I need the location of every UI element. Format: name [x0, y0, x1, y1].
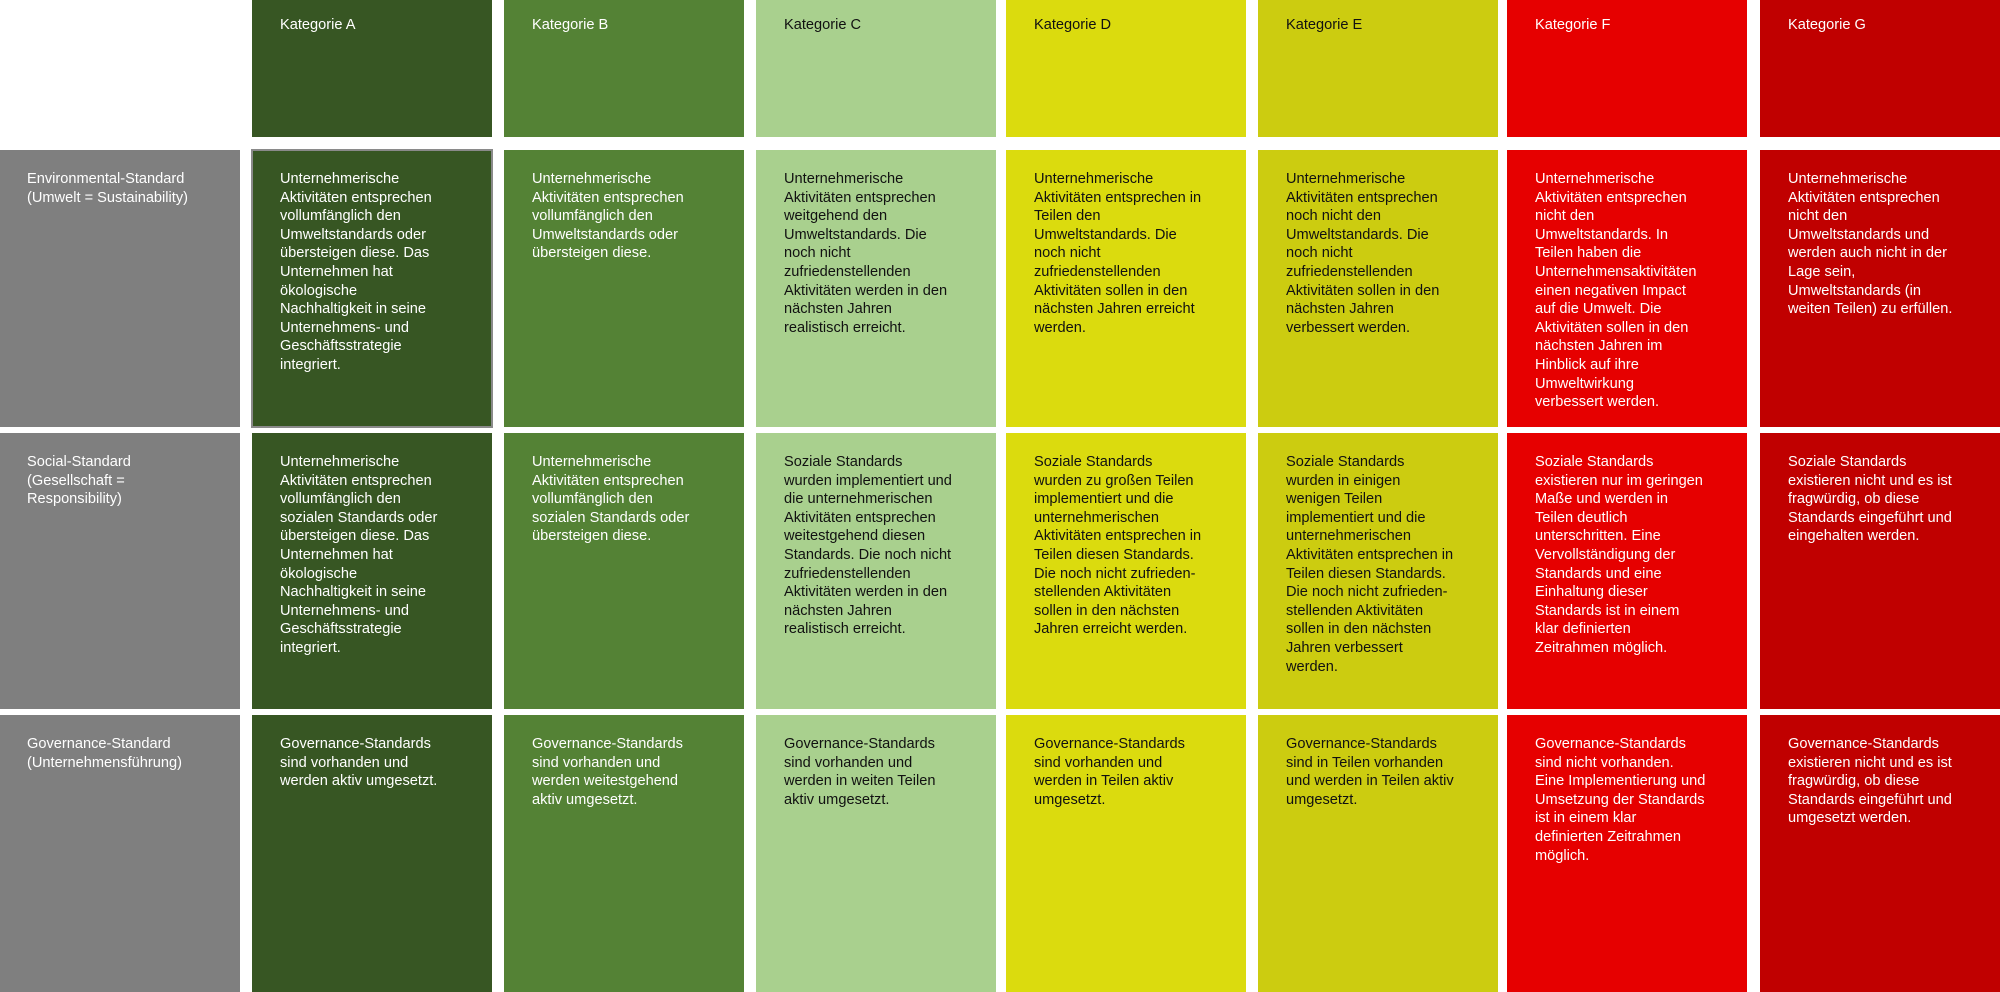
cell-governance-a: Governance-Standards sind vorhanden und werden aktiv umgesetzt.	[252, 715, 492, 992]
header-kategorie-b: Kategorie B	[504, 0, 744, 137]
cell-governance-f: Governance-Standards sind nicht vorhanden. Eine Implementierung und Umsetzung der Standards ist in einem klar definierten Zeitrahmen möglich.	[1507, 715, 1747, 992]
cell-social-f: Soziale Standards existieren nur im geringen Maße und werden in Teilen deutlich unterschritten. Eine Vervollständigung der Standards und eine Einhaltung dieser Standards ist in einem klar definierten Zeitrahmen möglich.	[1507, 433, 1747, 709]
header-kategorie-g: Kategorie G	[1760, 0, 2000, 137]
header-kategorie-e: Kategorie E	[1258, 0, 1498, 137]
header-kategorie-c: Kategorie C	[756, 0, 996, 137]
cell-social-e: Soziale Standards wurden in einigen wenigen Teilen implementiert und die unternehmerischen Aktivitäten entsprechen in Teilen diesen Standards. Die noch nicht zufrieden- stellenden Aktivitäten sollen in den nächsten Jahren verbessert werden.	[1258, 433, 1498, 709]
cell-environmental-e: Unternehmerische Aktivitäten entsprechen noch nicht den Umweltstandards. Die noch nicht zufriedenstellenden Aktivitäten sollen in den nächsten Jahren verbessert werden.	[1258, 150, 1498, 427]
cell-governance-g: Governance-Standards existieren nicht und es ist fragwürdig, ob diese Standards eingeführt und umgesetzt werden.	[1760, 715, 2000, 992]
cell-social-c: Soziale Standards wurden implementiert und die unternehmerischen Aktivitäten entsprechen weitestgehend diesen Standards. Die noch nicht zufriedenstellenden Aktivitäten werden in den nächsten Jahren realistisch erreicht.	[756, 433, 996, 709]
row-label-environmental: Environmental-Standard (Umwelt = Sustainability)	[0, 150, 240, 427]
cell-environmental-f: Unternehmerische Aktivitäten entsprechen nicht den Umweltstandards. In Teilen haben die Unternehmensaktivitäten einen negativen Impact auf die Umwelt. Die Aktivitäten sollen in den nächsten Jahren im Hinblick auf ihre Umweltwirkung verbessert werden.	[1507, 150, 1747, 427]
cell-social-d: Soziale Standards wurden zu großen Teilen implementiert und die unternehmerischen Aktivitäten entsprechen in Teilen diesen Standards. Die noch nicht zufrieden- stellenden Aktivitäten sollen in den nächsten Jahren erreicht werden.	[1006, 433, 1246, 709]
cell-social-a: Unternehmerische Aktivitäten entsprechen vollumfänglich den sozialen Standards oder übersteigen diese. Das Unternehmen hat ökologische Nachhaltigkeit in seine Unternehmens- und Geschäftsstrategie integriert.	[252, 433, 492, 709]
cell-environmental-g: Unternehmerische Aktivitäten entsprechen nicht den Umweltstandards und werden auch nicht in der Lage sein, Umweltstandards (in weiten Teilen) zu erfüllen.	[1760, 150, 2000, 427]
cell-environmental-c: Unternehmerische Aktivitäten entsprechen weitgehend den Umweltstandards. Die noch nicht zufriedenstellenden Aktivitäten werden in den nächsten Jahren realistisch erreicht.	[756, 150, 996, 427]
cell-governance-e: Governance-Standards sind in Teilen vorhanden und werden in Teilen aktiv umgesetzt.	[1258, 715, 1498, 992]
header-kategorie-a: Kategorie A	[252, 0, 492, 137]
cell-governance-c: Governance-Standards sind vorhanden und werden in weiten Teilen aktiv umgesetzt.	[756, 715, 996, 992]
cell-environmental-d: Unternehmerische Aktivitäten entsprechen in Teilen den Umweltstandards. Die noch nicht zufriedenstellenden Aktivitäten sollen in den nächsten Jahren erreicht werden.	[1006, 150, 1246, 427]
header-kategorie-d: Kategorie D	[1006, 0, 1246, 137]
cell-governance-b: Governance-Standards sind vorhanden und werden weitestgehend aktiv umgesetzt.	[504, 715, 744, 992]
header-kategorie-f: Kategorie F	[1507, 0, 1747, 137]
cell-environmental-b: Unternehmerische Aktivitäten entsprechen vollumfänglich den Umweltstandards oder übersteigen diese.	[504, 150, 744, 427]
cell-environmental-a: Unternehmerische Aktivitäten entsprechen vollumfänglich den Umweltstandards oder übersteigen diese. Das Unternehmen hat ökologische Nachhaltigkeit in seine Unternehmens- und Geschäftsstrategie integriert.	[252, 150, 492, 427]
cell-governance-d: Governance-Standards sind vorhanden und werden in Teilen aktiv umgesetzt.	[1006, 715, 1246, 992]
row-label-social: Social-Standard (Gesellschaft = Responsibility)	[0, 433, 240, 709]
row-label-governance: Governance-Standard (Unternehmensführung)	[0, 715, 240, 992]
cell-social-g: Soziale Standards existieren nicht und es ist fragwürdig, ob diese Standards eingeführt und eingehalten werden.	[1760, 433, 2000, 709]
cell-social-b: Unternehmerische Aktivitäten entsprechen vollumfänglich den sozialen Standards oder übersteigen diese.	[504, 433, 744, 709]
